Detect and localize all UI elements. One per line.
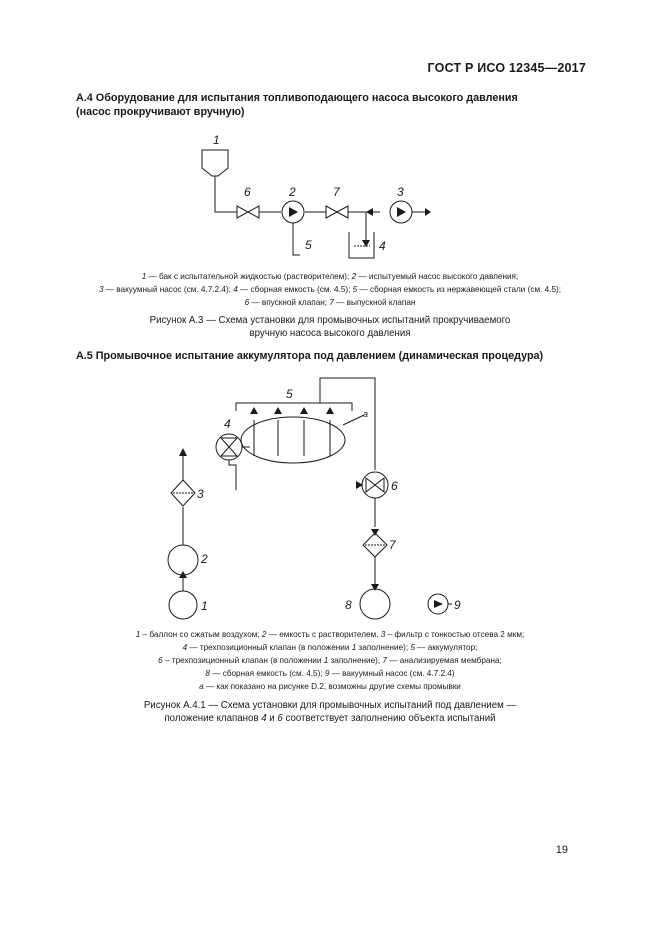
legend-key: 2 [351,272,357,281]
caption-text: и [266,713,278,724]
caption-line: Рисунок А.3 — Схема установки для промывочных испытаний прокручиваемого [149,315,511,326]
legend-text: — сборная емкость из нержавеющей стали (см. 4.5); [357,285,562,295]
fig-a41-label-4: 4 [224,417,231,431]
caption-key: 4 [261,713,267,724]
legend-key: 9 [324,669,330,679]
legend-key: 6 [158,656,163,666]
fig-a41-label-2: 2 [201,552,208,566]
legend-key: 1 [351,643,357,653]
fig-a3-label-1: 1 [213,133,220,147]
legend-key: 2 [261,630,267,639]
fig-a3-label-4: 4 [379,239,386,253]
section-a5-heading: А.5 Промывочное испытание аккумулятора под давлением (динамическая процедура) [76,350,544,362]
legend-text: — вакуумный насос (см. 4.7.2.4); [103,285,234,295]
legend-text: — бак с испытательной жидкостью (растворителем); [146,272,352,281]
fig-a41-label-a: a [363,409,369,419]
caption-line: Рисунок А.4.1 — Схема установки для промывочных испытаний под давлением — [143,700,517,711]
fig-a3-label-7: 7 [333,185,340,199]
legend-line [40,296,620,309]
figure-a3-legend [40,270,620,309]
legend-text: — аккумулятор; [415,643,478,653]
legend-text: – трехпозиционный клапан (в положении [162,656,324,666]
legend-text: — вакуумный насос (см. 4.7.2.4) [329,669,455,679]
outlet-valve-shape [326,206,348,218]
legend-key: 7 [382,656,387,666]
legend-key: 1 [323,656,329,666]
caption-line [60,712,600,725]
legend-key: 3 [98,285,104,295]
figure-a3-caption [60,314,600,340]
legend-key: 1 [141,272,147,281]
fig-a41-label-5: 5 [286,387,293,401]
caption-line: вручную насоса высокого давления [249,328,411,339]
fig-a3-label-6: 6 [244,185,251,199]
legend-line [40,654,620,667]
legend-text: — испытуемый насос высокого давления; [356,272,519,281]
inlet-valve-shape [237,206,259,218]
legend-key: 1 [135,630,141,639]
fig-a41-label-3: 3 [197,487,204,501]
legend-text: — сборная емкость (см. 4.5); [209,669,325,679]
legend-text: — трехпозиционный клапан (в положении [187,643,352,653]
figure-a41-caption [60,699,600,725]
legend-text: — анализируемая мембрана; [386,656,502,666]
fuel-tank-shape [202,150,228,176]
legend-text: — впускной клапан; [249,298,330,308]
legend-key: 7 [329,298,334,308]
legend-key: 5 [410,643,415,653]
legend-key: 3 [380,630,386,639]
legend-key: 4 [182,643,188,653]
fig-a41-label-1: 1 [201,599,208,613]
page-number: 19 [555,844,568,856]
fig-a41-label-9: 9 [454,598,461,612]
legend-text: заполнение), [328,656,383,666]
legend-text: — как показано на рисунке D.2, возможны другие схемы промывки [203,682,461,692]
accumulator-shape [241,417,345,463]
figure-a41-diagram [168,378,452,619]
section-a4-heading-cont: (насос прокручивают вручную) [76,106,245,118]
legend-key: 8 [205,669,210,679]
caption-text: соответствует заполнению объекта испытаний [282,713,496,724]
legend-key: 5 [352,285,358,295]
fig-a3-label-2: 2 [289,185,296,199]
legend-key: 4 [233,285,238,295]
fig-a41-label-8: 8 [345,598,352,612]
standard-designation: ГОСТ Р ИСО 12345—2017 [427,61,586,75]
legend-text: – фильтр с тонкостью отсева 2 мкм; [385,630,525,639]
caption-text: положение клапанов [164,713,262,724]
fig-a41-label-6: 6 [391,479,398,493]
section-a4-heading: А.4 Оборудование для испытания топливоподающего насоса высокого давления [76,92,518,104]
collection-vessel-8-shape [360,589,390,619]
legend-line [40,641,620,654]
legend-text: – баллон со сжатым воздухом; [140,630,262,639]
legend-text: заполнение); [356,643,411,653]
figure-a41-legend [40,628,620,693]
legend-key: a [199,682,204,692]
fig-a3-label-3: 3 [397,185,404,199]
caption-key: 6 [277,713,283,724]
compressed-air-cylinder-shape [169,591,197,619]
collection-vessel-shape [349,232,374,258]
legend-line [40,680,620,693]
legend-line [40,283,620,296]
legend-text: — выпускной клапан [333,298,416,308]
legend-key: 6 [244,298,250,308]
fig-a3-label-5: 5 [305,238,312,252]
legend-line [40,270,620,283]
legend-line [40,628,620,641]
legend-text: — емкость с растворителем, [266,630,381,639]
legend-line [40,667,620,680]
fig-a41-label-7: 7 [389,538,396,552]
legend-text: — сборная емкость (см. 4.5); [237,285,353,295]
